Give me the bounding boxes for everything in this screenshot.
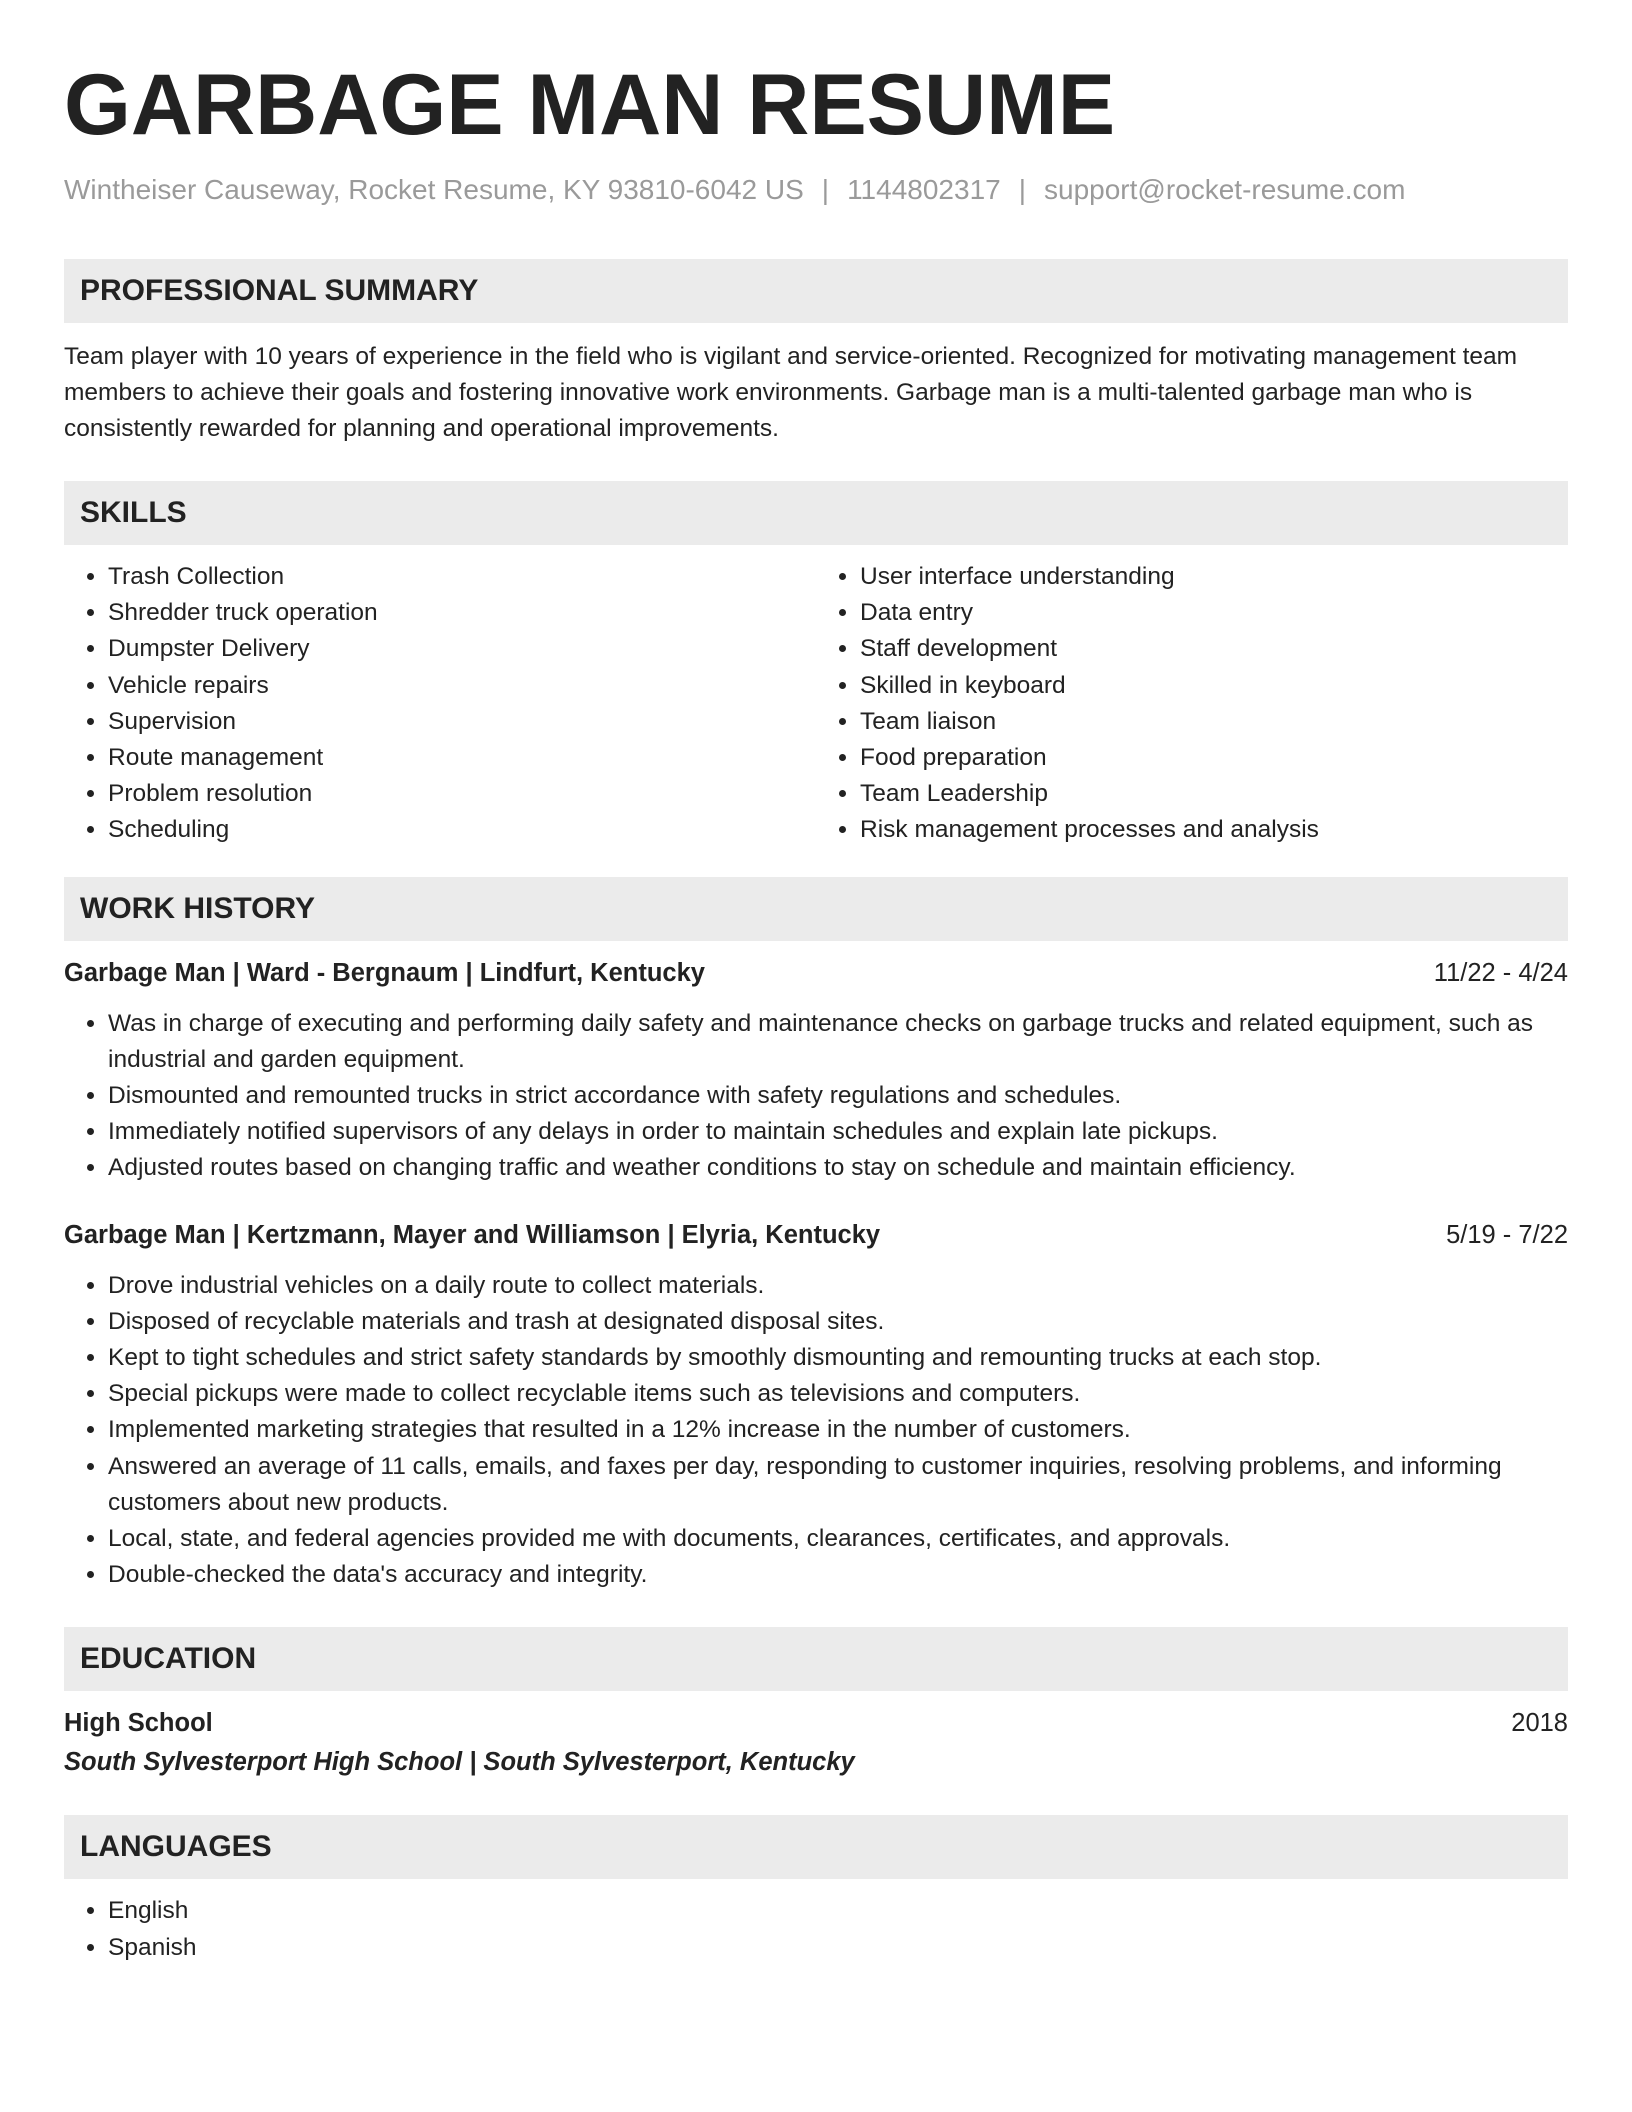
skill-item: • Data entry	[860, 595, 1568, 631]
job-bullet: • Local, state, and federal agencies provided me with documents, clearances, certificates, and approvals.	[108, 1521, 1568, 1557]
skills-list-right	[816, 559, 1568, 849]
job-bullet-list	[64, 1006, 1568, 1187]
education-heading-line	[64, 1709, 1568, 1738]
contact-separator: |	[821, 174, 830, 205]
job-bullet: • Kept to tight schedules and strict safety standards by smoothly dismounting and remounting trucks at each stop.	[108, 1340, 1568, 1376]
job-dates: 5/19 - 7/22	[1446, 1220, 1568, 1249]
job-dates: 11/22 - 4/24	[1433, 958, 1568, 987]
skill-item: • Route management	[108, 740, 816, 776]
contact-separator: |	[1018, 174, 1026, 205]
skills-columns	[64, 559, 1568, 849]
skill-item: • Staff development	[860, 631, 1568, 667]
job-bullet: • Special pickups were made to collect recyclable items such as televisions and computers.	[108, 1376, 1568, 1412]
job-entry	[64, 1221, 1568, 1594]
contact-address: Wintheiser Causeway, Rocket Resume, KY 93810-6042 US	[64, 174, 804, 205]
contact-line	[64, 174, 1568, 206]
skills-section-header: SKILLS	[64, 481, 1568, 545]
job-heading: Garbage Man | Kertzmann, Mayer and Williamson | Elyria, Kentucky	[64, 1220, 881, 1249]
skill-item: • Food preparation	[860, 740, 1568, 776]
job-bullet: • Implemented marketing strategies that resulted in a 12% increase in the number of customers.	[108, 1412, 1568, 1448]
job-heading-line	[64, 1221, 1568, 1250]
job-bullet: • Answered an average of 11 calls, emails, and faxes per day, responding to customer inquiries, resolving problems, and informing customers about new products.	[108, 1449, 1568, 1521]
skill-item: • Supervision	[108, 704, 816, 740]
skill-item: • Skilled in keyboard	[860, 668, 1568, 704]
contact-phone: 1144802317	[847, 174, 1001, 205]
skill-item: • Risk management processes and analysis	[860, 812, 1568, 848]
education-school: South Sylvesterport High School | South Sylvesterport, Kentucky	[64, 1748, 855, 1777]
job-bullet: • Was in charge of executing and performing daily safety and maintenance checks on garbage trucks and related equipment, such as industrial and garden equipment.	[108, 1006, 1568, 1078]
skill-item: • Dumpster Delivery	[108, 631, 816, 667]
resume-title: GARBAGE MAN RESUME	[64, 57, 1116, 153]
language-item: • Spanish	[108, 1930, 1568, 1966]
skills-list-left	[64, 559, 816, 849]
contact-email: support@rocket-resume.com	[1044, 174, 1406, 205]
skill-item: • Trash Collection	[108, 559, 816, 595]
job-bullet: • Drove industrial vehicles on a daily route to collect materials.	[108, 1268, 1568, 1304]
skill-item: • Shredder truck operation	[108, 595, 816, 631]
job-bullet: • Immediately notified supervisors of any delays in order to maintain schedules and explain late pickups.	[108, 1114, 1568, 1150]
languages-list	[64, 1893, 1568, 1965]
job-bullet-list	[64, 1268, 1568, 1594]
job-entry	[64, 959, 1568, 1187]
summary-section-header: PROFESSIONAL SUMMARY	[64, 259, 1568, 323]
summary-text: Team player with 10 years of experience in the field who is vigilant and service-oriented. Recognized for motivating management team members to achieve their goals and fostering innovative work environments. Garbage man is a multi-talented garbage man who is consistently rewarded for planning and operational improvements.	[64, 343, 1518, 442]
languages-section-header: LANGUAGES	[64, 1815, 1568, 1879]
language-item: • English	[108, 1893, 1568, 1929]
education-year: 2018	[1511, 1709, 1568, 1738]
skill-item: • Problem resolution	[108, 776, 816, 812]
job-heading-line	[64, 959, 1568, 988]
skill-item: • Vehicle repairs	[108, 668, 816, 704]
education-section-header: EDUCATION	[64, 1627, 1568, 1691]
skill-item: • Scheduling	[108, 812, 816, 848]
job-heading: Garbage Man | Ward - Bergnaum | Lindfurt, Kentucky	[64, 958, 705, 987]
work-history-section-header: WORK HISTORY	[64, 877, 1568, 941]
skill-item: • Team liaison	[860, 704, 1568, 740]
job-bullet: • Double-checked the data's accuracy and integrity.	[108, 1557, 1568, 1593]
skill-item: • Team Leadership	[860, 776, 1568, 812]
education-degree: High School	[64, 1709, 213, 1738]
skill-item: • User interface understanding	[860, 559, 1568, 595]
job-bullet: • Adjusted routes based on changing traffic and weather conditions to stay on schedule and maintain efficiency.	[108, 1150, 1568, 1186]
job-bullet: • Dismounted and remounted trucks in strict accordance with safety regulations and schedules.	[108, 1078, 1568, 1114]
job-bullet: • Disposed of recyclable materials and trash at designated disposal sites.	[108, 1304, 1568, 1340]
